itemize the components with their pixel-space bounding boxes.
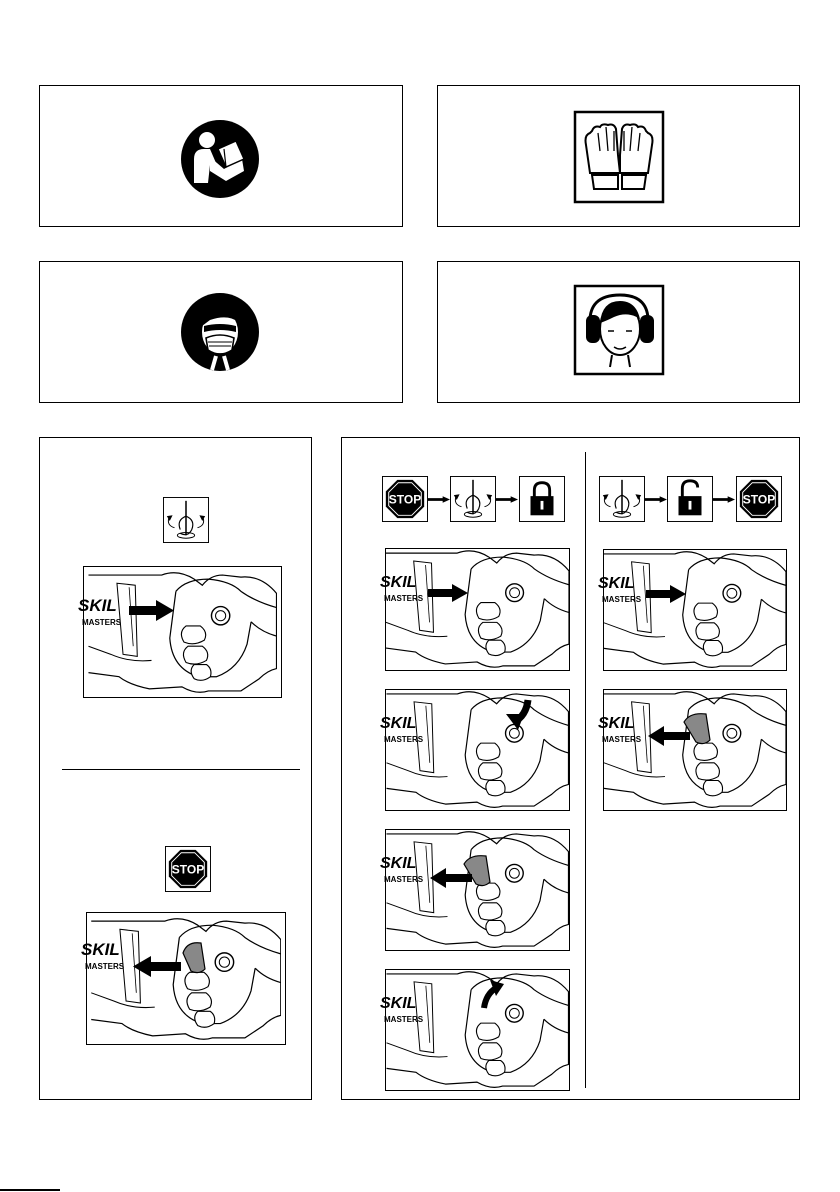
stop-label: STOP [171, 862, 205, 877]
lock-step-4-illustration [380, 969, 570, 1091]
brand-label: SKIL [380, 995, 417, 1012]
read-manual-icon [180, 119, 260, 199]
page-footer-rule [0, 1189, 60, 1191]
brand-label: SKIL [380, 715, 417, 732]
lock-step-1-illustration [380, 548, 570, 671]
continuous-operation-panel [341, 437, 800, 1100]
lock-step-2-illustration [380, 689, 570, 811]
wear-gloves-icon [574, 111, 664, 203]
gloves-symbol-panel [437, 85, 800, 227]
lock-on-sequence [382, 476, 572, 524]
unlock-step-2-illustration [598, 689, 787, 811]
stop-sign-icon [165, 846, 211, 892]
sequence-arrow-icon [496, 496, 518, 502]
series-label: MASTERS [85, 962, 125, 971]
sequence-arrow-icon [428, 496, 450, 502]
column-divider [585, 452, 586, 1088]
wear-ear-protection-icon [574, 285, 664, 375]
series-label: MASTERS [384, 594, 424, 603]
series-label: MASTERS [384, 875, 424, 884]
series-label: MASTERS [384, 1015, 424, 1024]
ear-protection-symbol-panel [437, 261, 800, 403]
brand-label: SKIL [81, 940, 120, 959]
switch-on-illustration [78, 566, 282, 698]
stop-label: STOP [742, 492, 776, 507]
series-label: MASTERS [602, 595, 642, 604]
section-divider [62, 769, 300, 770]
stop-sign-icon [736, 476, 781, 521]
switch-off-illustration [81, 912, 286, 1045]
series-label: MASTERS [384, 735, 424, 744]
stop-sign-icon [382, 476, 427, 521]
mask-symbol-panel [39, 261, 403, 403]
stop-label: STOP [388, 492, 422, 507]
unlock-step-1-illustration [598, 549, 787, 671]
rotation-tool-icon [599, 476, 644, 521]
manual-symbol-panel [39, 85, 403, 227]
single-operation-panel [39, 437, 312, 1100]
brand-label: SKIL [78, 596, 117, 615]
rotation-tool-icon [163, 497, 209, 543]
lock-open-icon [667, 476, 712, 521]
brand-label: SKIL [598, 575, 635, 592]
lock-closed-icon [519, 476, 564, 521]
sequence-arrow-icon [645, 496, 667, 502]
series-label: MASTERS [602, 735, 642, 744]
rotation-tool-icon [450, 476, 495, 521]
brand-label: SKIL [380, 855, 417, 872]
series-label: MASTERS [82, 618, 122, 627]
wear-dust-mask-icon [180, 292, 260, 372]
sequence-arrow-icon [713, 496, 735, 502]
unlock-sequence [599, 476, 789, 524]
brand-label: SKIL [380, 574, 417, 591]
brand-label: SKIL [598, 715, 635, 732]
lock-step-3-illustration [380, 829, 570, 951]
